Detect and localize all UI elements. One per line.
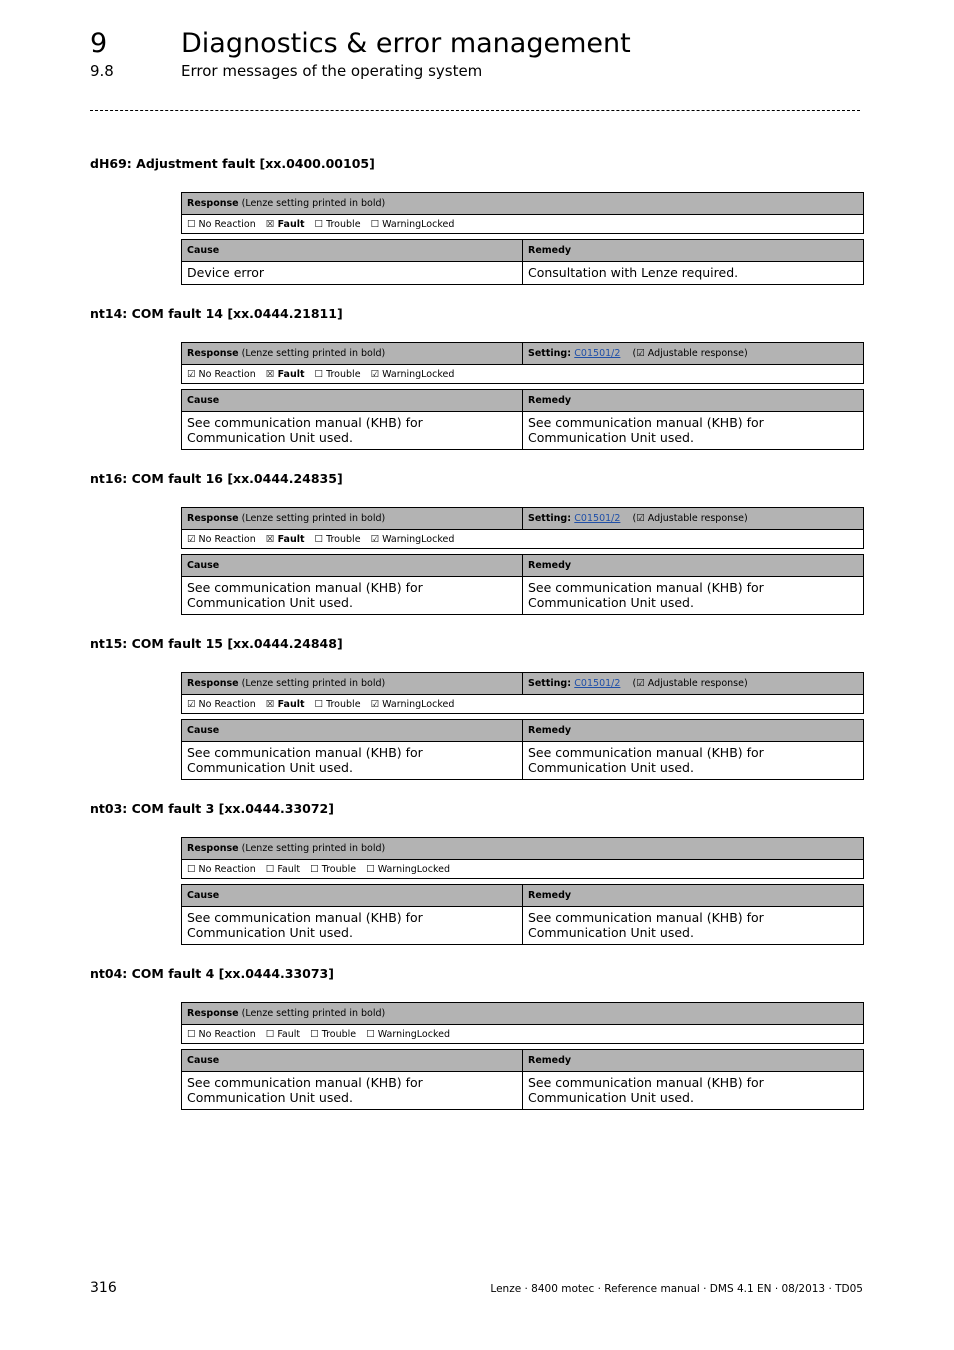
- cause-cell: See communication manual (KHB) for Communication Unit used.: [182, 907, 523, 945]
- cause-cell: See communication manual (KHB) for Communication Unit used.: [182, 742, 523, 780]
- response-table: [181, 837, 864, 879]
- response-table: [181, 342, 864, 384]
- response-table: [181, 1002, 864, 1044]
- error-title: nt04: COM fault 4 [xx.0444.33073]: [90, 966, 334, 981]
- cause-header: Cause: [182, 885, 523, 907]
- cause-remedy-table: [181, 719, 864, 780]
- response-header: Response (Lenze setting printed in bold): [182, 193, 864, 215]
- error-title: nt03: COM fault 3 [xx.0444.33072]: [90, 801, 334, 816]
- setting-link[interactable]: C01501/2: [574, 513, 621, 524]
- option-warning-locked: ☐ WarningLocked: [366, 1028, 450, 1040]
- remedy-cell: See communication manual (KHB) for Communication Unit used.: [523, 742, 864, 780]
- header-divider: [90, 110, 860, 111]
- option-fault: ☒ Fault: [265, 533, 305, 545]
- remedy-header: Remedy: [523, 240, 864, 262]
- remedy-cell: See communication manual (KHB) for Communication Unit used.: [523, 1072, 864, 1110]
- cause-cell: See communication manual (KHB) for Communication Unit used.: [182, 577, 523, 615]
- option-fault: ☐ Fault: [265, 863, 301, 875]
- remedy-cell: Consultation with Lenze required.: [523, 262, 864, 285]
- response-options: [182, 860, 864, 879]
- remedy-header: Remedy: [523, 885, 864, 907]
- option-no-reaction: ☑ No Reaction: [187, 533, 256, 545]
- cause-header: Cause: [182, 390, 523, 412]
- response-options: [182, 695, 864, 714]
- option-no-reaction: ☐ No Reaction: [187, 1028, 256, 1040]
- option-trouble: ☐ Trouble: [310, 863, 357, 875]
- setting-link[interactable]: C01501/2: [574, 348, 621, 359]
- response-table: [181, 507, 864, 549]
- cause-remedy-table: [181, 1049, 864, 1110]
- response-options: [182, 215, 864, 234]
- error-block: [181, 672, 864, 780]
- cause-cell: Device error: [182, 262, 523, 285]
- option-trouble: ☐ Trouble: [314, 533, 361, 545]
- cause-remedy-table: [181, 554, 864, 615]
- error-block: [181, 837, 864, 945]
- error-block: [181, 1002, 864, 1110]
- cause-header: Cause: [182, 555, 523, 577]
- remedy-header: Remedy: [523, 1050, 864, 1072]
- section-number: 9.8: [90, 62, 114, 80]
- error-block: [181, 342, 864, 450]
- error-block: [181, 507, 864, 615]
- option-no-reaction: ☐ No Reaction: [187, 863, 256, 875]
- option-warning-locked: ☑ WarningLocked: [370, 698, 455, 710]
- error-title: dH69: Adjustment fault [xx.0400.00105]: [90, 156, 375, 171]
- cause-cell: See communication manual (KHB) for Communication Unit used.: [182, 412, 523, 450]
- option-no-reaction: ☑ No Reaction: [187, 368, 256, 380]
- cause-remedy-table: [181, 389, 864, 450]
- option-trouble: ☐ Trouble: [314, 368, 361, 380]
- setting-link[interactable]: C01501/2: [574, 678, 621, 689]
- error-title: nt14: COM fault 14 [xx.0444.21811]: [90, 306, 343, 321]
- remedy-header: Remedy: [523, 555, 864, 577]
- setting-header: Setting: C01501/2 (☑ Adjustable response): [523, 508, 864, 530]
- option-no-reaction: ☑ No Reaction: [187, 698, 256, 710]
- option-no-reaction: ☐ No Reaction: [187, 218, 256, 230]
- error-title: nt16: COM fault 16 [xx.0444.24835]: [90, 471, 343, 486]
- remedy-header: Remedy: [523, 720, 864, 742]
- remedy-cell: See communication manual (KHB) for Communication Unit used.: [523, 577, 864, 615]
- response-header: Response (Lenze setting printed in bold): [182, 343, 523, 365]
- response-header: Response (Lenze setting printed in bold): [182, 838, 864, 860]
- setting-header: Setting: C01501/2 (☑ Adjustable response): [523, 343, 864, 365]
- response-options: [182, 530, 864, 549]
- response-options: [182, 1025, 864, 1044]
- cause-header: Cause: [182, 720, 523, 742]
- option-fault: ☒ Fault: [265, 218, 305, 230]
- option-warning-locked: ☐ WarningLocked: [370, 218, 455, 230]
- option-warning-locked: ☑ WarningLocked: [370, 533, 455, 545]
- response-header: Response (Lenze setting printed in bold): [182, 508, 523, 530]
- response-table: [181, 192, 864, 234]
- cause-cell: See communication manual (KHB) for Communication Unit used.: [182, 1072, 523, 1110]
- remedy-header: Remedy: [523, 390, 864, 412]
- option-trouble: ☐ Trouble: [314, 218, 361, 230]
- response-table: [181, 672, 864, 714]
- chapter-title: Diagnostics & error management: [181, 28, 631, 59]
- response-header: Response (Lenze setting printed in bold): [182, 1003, 864, 1025]
- setting-header: Setting: C01501/2 (☑ Adjustable response): [523, 673, 864, 695]
- chapter-number: 9: [90, 28, 108, 59]
- cause-header: Cause: [182, 240, 523, 262]
- error-block: [181, 192, 864, 285]
- option-warning-locked: ☐ WarningLocked: [366, 863, 450, 875]
- option-fault: ☒ Fault: [265, 368, 305, 380]
- option-trouble: ☐ Trouble: [310, 1028, 357, 1040]
- remedy-cell: See communication manual (KHB) for Communication Unit used.: [523, 412, 864, 450]
- cause-header: Cause: [182, 1050, 523, 1072]
- footer-document-info: Lenze · 8400 motec · Reference manual · DMS 4.1 EN · 08/2013 · TD05: [490, 1283, 863, 1295]
- response-options: [182, 365, 864, 384]
- option-warning-locked: ☑ WarningLocked: [370, 368, 455, 380]
- page-number: 316: [90, 1280, 117, 1296]
- cause-remedy-table: [181, 884, 864, 945]
- option-fault: ☒ Fault: [265, 698, 305, 710]
- option-trouble: ☐ Trouble: [314, 698, 361, 710]
- cause-remedy-table: [181, 239, 864, 285]
- response-header: Response (Lenze setting printed in bold): [182, 673, 523, 695]
- option-fault: ☐ Fault: [265, 1028, 301, 1040]
- error-title: nt15: COM fault 15 [xx.0444.24848]: [90, 636, 343, 651]
- remedy-cell: See communication manual (KHB) for Communication Unit used.: [523, 907, 864, 945]
- section-title: Error messages of the operating system: [181, 62, 483, 80]
